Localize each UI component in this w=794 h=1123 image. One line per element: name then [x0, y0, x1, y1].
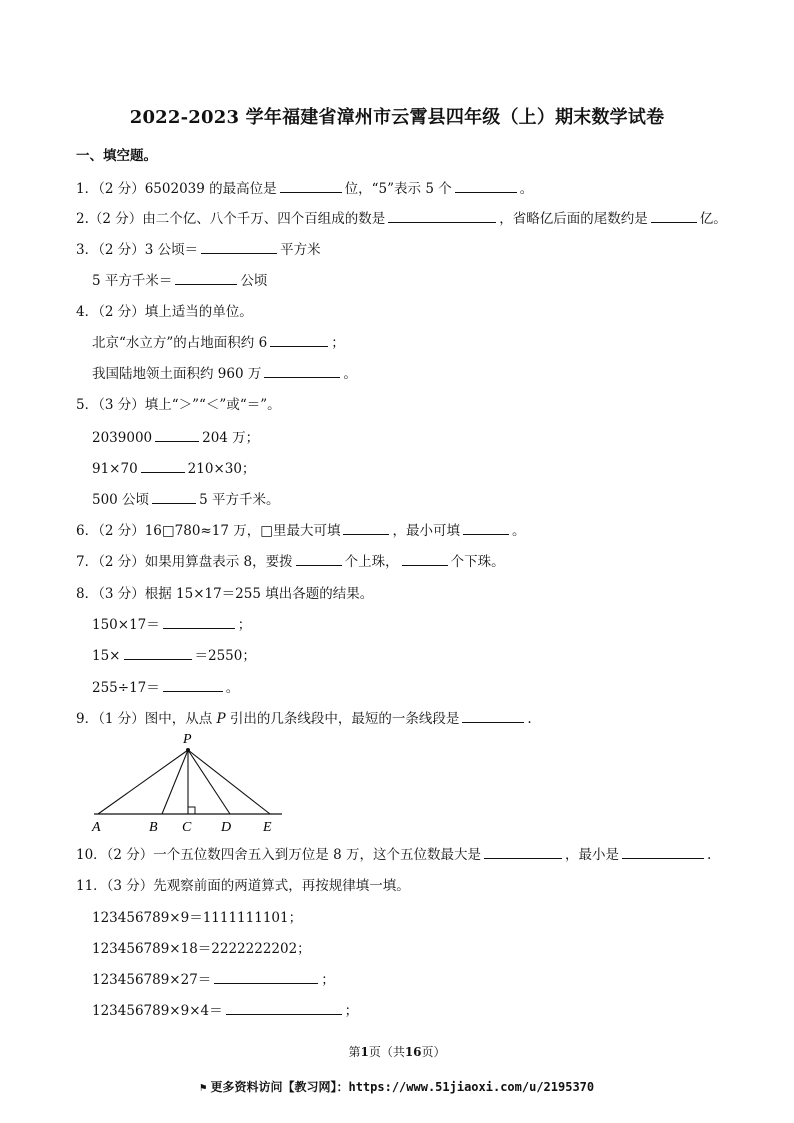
question-text: 500 公顷 [92, 492, 150, 508]
point-P-dot [186, 748, 190, 752]
point-label-B: B [149, 820, 158, 835]
question-text: 123456789×9＝1111111101； [92, 910, 303, 926]
answer-blank[interactable] [462, 710, 524, 723]
question-11-part-2 [92, 937, 311, 957]
answer-blank[interactable] [141, 460, 185, 473]
question-8-part-1 [92, 613, 251, 633]
question-text: ，省略亿后面的尾数约是 [499, 211, 648, 227]
current-page-number: 1 [360, 1045, 369, 1059]
question-text: ； [331, 335, 345, 351]
question-6 [76, 519, 525, 539]
question-text: ； [344, 1003, 359, 1019]
question-2 [76, 207, 727, 227]
question-text: 北京“水立方”的占地面积约 6 [92, 335, 268, 351]
question-text: ＝2550； [194, 648, 256, 664]
answer-blank[interactable] [280, 180, 342, 193]
answer-blank[interactable] [622, 846, 704, 859]
question-text: 150×17＝ [92, 617, 160, 633]
point-label-E: E [263, 820, 272, 835]
answer-blank[interactable] [163, 616, 235, 629]
segment-PD [188, 750, 230, 814]
answer-blank[interactable] [388, 210, 496, 223]
section-heading: 一、填空题。 [76, 148, 157, 164]
answer-blank[interactable] [155, 429, 199, 442]
question-text: ，最小可填 [392, 523, 460, 539]
segment-PE [188, 750, 270, 814]
flag-icon: ⚑ [199, 1081, 207, 1094]
question-3-part-2 [92, 269, 267, 289]
question-text: 2039000 [92, 430, 153, 446]
question-text: 亿。 [699, 211, 727, 227]
answer-blank[interactable] [226, 1002, 342, 1015]
question-7 [76, 550, 505, 570]
question-text: 10．（2 分）一个五位数四舍五入到万位是 8 万，这个五位数最大是 [76, 847, 481, 863]
answer-blank[interactable] [463, 522, 509, 535]
answer-blank[interactable] [201, 241, 277, 254]
question-text: 。 [511, 523, 526, 539]
answer-blank[interactable] [163, 679, 223, 692]
question-text: 91×70 [92, 461, 138, 477]
question-text: ； [321, 972, 335, 988]
answer-blank[interactable] [270, 334, 328, 347]
question-text: 210×30； [187, 461, 256, 477]
question-8-part-3 [92, 676, 239, 696]
question-text: 5 平方千米。 [199, 492, 280, 508]
question-text: . [527, 711, 532, 727]
question-text: 9．（1 分）图中，从点 [76, 711, 213, 727]
point-label-C: C [182, 820, 192, 835]
question-8 [76, 582, 373, 602]
question-text: 123456789×9×4＝ [92, 1003, 223, 1019]
answer-blank[interactable] [175, 272, 237, 285]
question-text: . [706, 847, 712, 863]
question-5-part-3 [92, 488, 279, 508]
question-text: 1．（2 分）6502039 的最高位是 [76, 181, 277, 197]
answer-blank[interactable] [296, 553, 342, 566]
answer-blank[interactable] [343, 522, 389, 535]
question-5 [76, 393, 281, 413]
geometry-figure [86, 728, 296, 836]
question-text: 7．（2 分）如果用算盘表示 8，要拨 [76, 554, 293, 570]
question-text: 4．（2 分）填上适当的单位。 [76, 304, 253, 320]
question-text: 5 平方千米＝ [92, 273, 173, 289]
point-label-D: D [221, 820, 232, 835]
question-4 [76, 300, 253, 320]
point-label-A: A [92, 820, 101, 835]
total-page-count: 16 [404, 1045, 422, 1059]
question-text: 个上珠， [344, 554, 399, 570]
question-text: ，最小是 [564, 847, 619, 863]
answer-blank[interactable] [152, 491, 196, 504]
question-11 [76, 874, 410, 894]
answer-blank[interactable] [455, 180, 517, 193]
answer-blank[interactable] [124, 647, 192, 660]
footer-prefix: 第 [348, 1045, 361, 1059]
question-text: 位，“5”表示 5 个 [344, 181, 452, 197]
answer-blank[interactable] [651, 210, 697, 223]
question-text: 255÷17＝ [92, 680, 160, 696]
question-text: 2.（2 分）由二个亿、八个千万、四个百组成的数是 [76, 211, 386, 227]
question-text: 15× [92, 648, 121, 664]
promo-link[interactable]: 更多资料访问【教习网】：https://www.51jiaoxi.com/u/2195370 [210, 1080, 595, 1094]
page-title: 2022-2023 学年福建省漳州市云霄县四年级（上）期末数学试卷 [129, 107, 665, 128]
question-11-part-3 [92, 968, 335, 988]
promo-banner[interactable] [0, 1078, 794, 1095]
question-text: 。 [343, 366, 357, 382]
right-angle-marker [188, 807, 195, 814]
footer-mid: 页（共 [368, 1045, 405, 1059]
question-8-part-2 [92, 644, 256, 664]
question-5-part-2 [92, 457, 255, 477]
page-footer [0, 1043, 794, 1060]
point-label: P [216, 711, 226, 727]
question-text: 8．（3 分）根据 15×17＝255 填出各题的结果。 [76, 586, 374, 602]
answer-blank[interactable] [264, 365, 340, 378]
question-1 [76, 177, 533, 197]
question-text: 。 [225, 680, 240, 696]
answer-blank[interactable] [402, 553, 448, 566]
question-text: 6．（2 分）16□780≈17 万，□里最大可填 [76, 523, 341, 539]
question-10 [76, 843, 711, 863]
answer-blank[interactable] [214, 971, 318, 984]
question-4-part-2 [92, 362, 357, 382]
question-text: 引出的几条线段中，最短的一条线段是 [229, 711, 460, 727]
question-text: 平方米 [280, 242, 321, 258]
question-text: 204 万； [202, 430, 260, 446]
question-text: 5．（3 分）填上“＞”“＜”或“＝”。 [76, 397, 281, 413]
question-text: 公顷 [240, 273, 268, 289]
question-3 [76, 238, 321, 258]
footer-suffix: 页） [421, 1045, 446, 1059]
question-11-part-1 [92, 906, 302, 926]
question-5-part-1 [92, 426, 259, 446]
question-text: 11．（3 分）先观察前面的两道算式，再按规律填一填。 [76, 878, 410, 894]
question-11-part-4 [92, 999, 358, 1019]
question-4-part-1 [92, 331, 345, 351]
question-text: ； [237, 617, 252, 633]
question-text: 我国陆地领土面积约 960 万 [92, 366, 262, 382]
question-text: 123456789×27＝ [92, 972, 212, 988]
answer-blank[interactable] [484, 846, 562, 859]
question-text: 个下珠。 [450, 554, 505, 570]
question-text: 123456789×18＝2222222202； [92, 941, 311, 957]
question-text: 。 [519, 181, 534, 197]
point-label-P: P [183, 732, 192, 747]
question-9 [76, 707, 532, 727]
question-text: 3．（2 分）3 公顷＝ [76, 242, 199, 258]
